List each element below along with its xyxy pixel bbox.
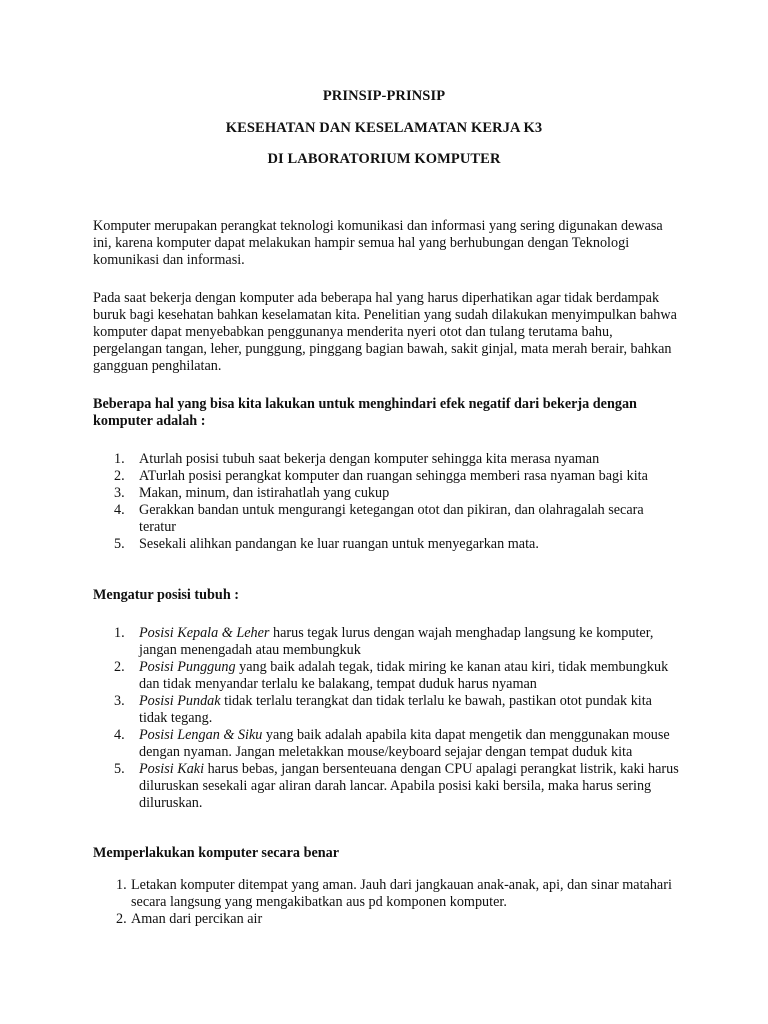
document-title-line-2: KESEHATAN DAN KESELAMATAN KERJA K3 [225, 120, 543, 136]
intro-paragraph: Komputer merupakan perangkat teknologi komunikasi dan informasi yang sering digunakan dewasa ini, karena komputer dapat melakukan hampir semua hal yang berhubungan dengan Teknologi komunikasi dan informasi. [93, 218, 663, 268]
list-item: 5. Posisi Kaki harus bebas, jangan bersenteuana dengan CPU apalagi perangkat listrik, kaki harus diluruskan sesekali agar aliran darah lancar. Apabila posisi kaki bersila, maka harus sering diluruskan. [114, 761, 679, 811]
list-item: 1. Aturlah posisi tubuh saat bekerja dengan komputer sehingga kita merasa nyaman [114, 451, 600, 467]
context-paragraph: Pada saat bekerja dengan komputer ada beberapa hal yang harus diperhatikan agar tidak berdampak buruk bagi kesehatan bahkan keselamatan kita. Penelitian yang sudah dilakukan menyimpulkan bahwa komputer dapat menyebabkan penggunanya menderita nyeri otot dan tulang terutama bahu, pergelangan tangan, leher, punggung, pinggang bagian bawah, sakit ginjal, mata merah berair, bahkan gangguan penghilatan. [93, 290, 677, 374]
list-item: 2. ATurlah posisi perangkat komputer dan ruangan sehingga memberi rasa nyaman bagi kita [114, 468, 648, 484]
list-item: 2. Posisi Punggung yang baik adalah tegak, tidak miring ke kanan atau kiri, tidak membungkuk dan tidak menyandar terlalu ke balakang, tempat duduk harus nyaman [114, 659, 669, 692]
computer-handling-list [93, 877, 683, 928]
list-item: 4. Posisi Lengan & Siku yang baik adalah apabila kita dapat mengetik dan menggunakan mouse dengan nyaman. Jangan meletakkan mouse/keyboard sejajar dengan tempat duduk kita [114, 727, 670, 760]
document-title-line-3: DI LABORATORIUM KOMPUTER [267, 151, 501, 167]
list-item: 1. Letakan komputer ditempat yang aman. Jauh dari jangkauan anak-anak, api, dan sinar matahari secara langsung yang mengakibatkan aus pd komponen komputer. [116, 877, 672, 910]
section-heading-computer-handling: Memperlakukan komputer secara benar [93, 845, 340, 861]
section-heading-negative-effects: Beberapa hal yang bisa kita lakukan untuk menghindari efek negatif dari bekerja dengan komputer adalah : [93, 396, 637, 429]
document-title-line-1: PRINSIP-PRINSIP [322, 88, 446, 104]
list-item: 3. Makan, minum, dan istirahatlah yang cukup [114, 485, 390, 501]
section-heading-body-posture: Mengatur posisi tubuh : [93, 587, 239, 603]
list-item: 3. Posisi Pundak tidak terlalu terangkat dan tidak terlalu ke bawah, pastikan otot pundak kita tidak tegang. [114, 693, 652, 726]
list-item: 5. Sesekali alihkan pandangan ke luar ruangan untuk menyegarkan mata. [114, 536, 539, 552]
list-item: 2. Aman dari percikan air [116, 911, 263, 927]
list-item: 1. Posisi Kepala & Leher harus tegak lurus dengan wajah menghadap langsung ke komputer, jangan menengadah atau membungkuk [114, 625, 654, 658]
body-posture-list [93, 625, 683, 812]
negative-effects-list [93, 451, 683, 553]
list-item: 4. Gerakkan bandan untuk mengurangi ketegangan otot dan pikiran, dan olahragalah secara teratur [114, 502, 644, 535]
